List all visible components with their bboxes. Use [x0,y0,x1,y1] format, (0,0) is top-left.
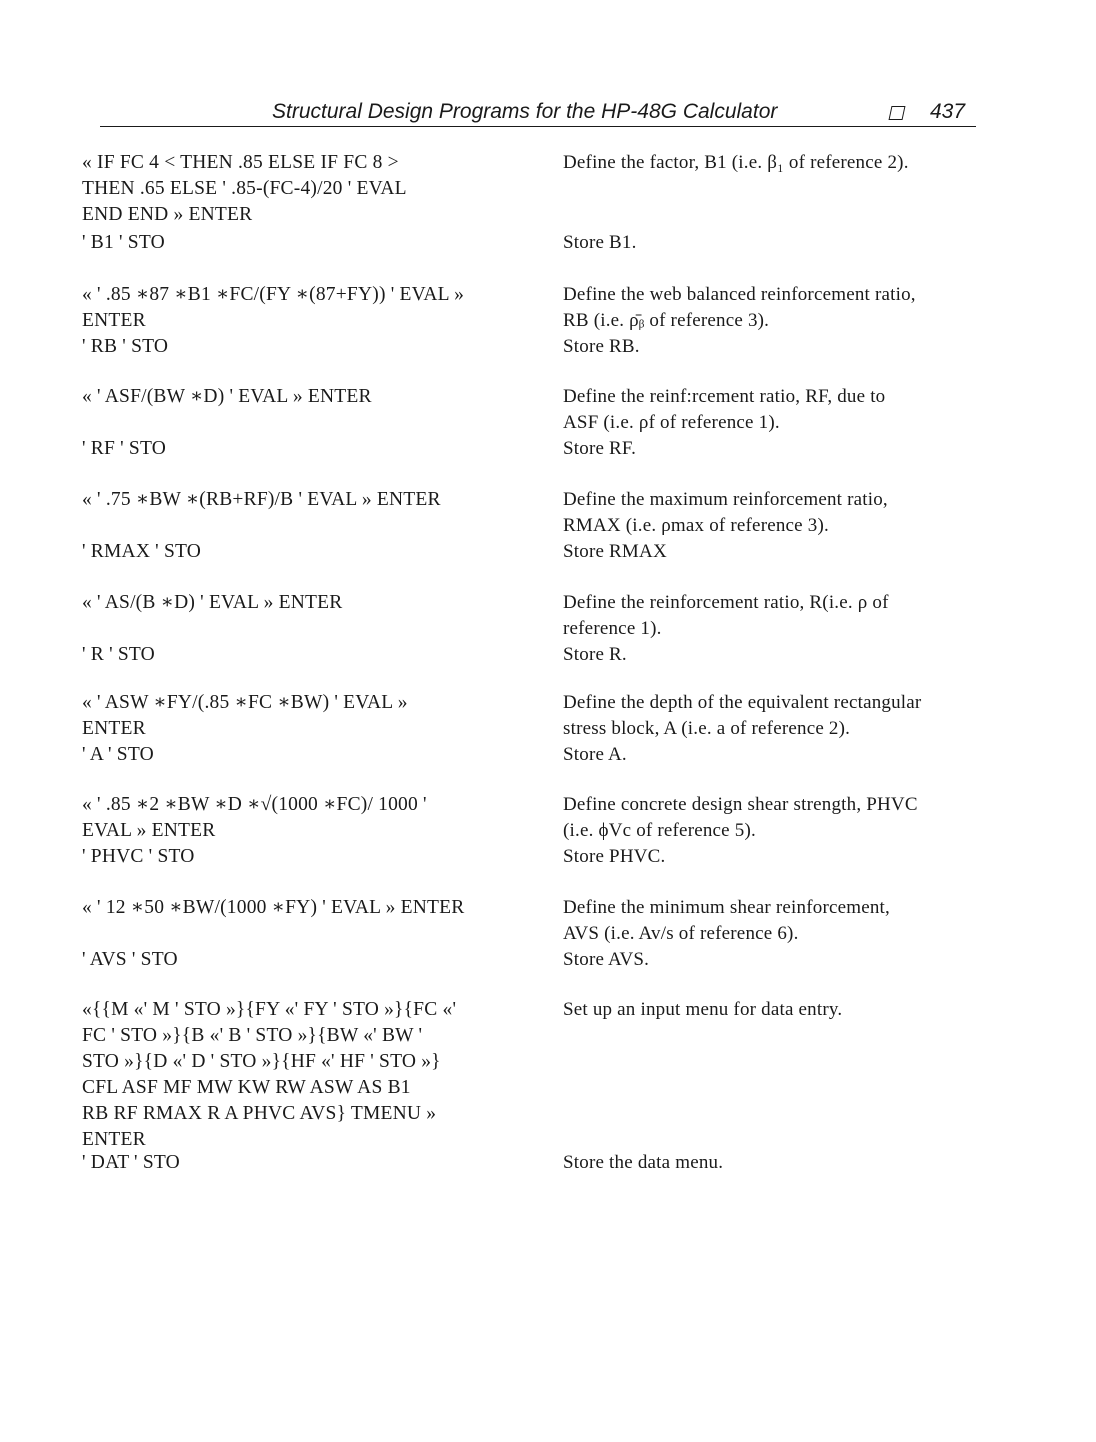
description-line: Store A. [563,744,627,765]
description-line: Store PHVC. [563,846,666,867]
command-line: ' AVS ' STO [82,949,178,970]
description-text [563,590,1003,668]
command-text [82,150,532,228]
description-line: Store RB. [563,336,640,357]
description-line: Define the depth of the equivalent rectangular [563,692,922,713]
command-line: « ' .85 ∗87 ∗B1 ∗FC/(FY ∗(87+FY)) ' EVAL » [82,284,465,305]
command-line: ENTER [82,1129,146,1150]
description-line: RMAX (i.e. ρmax of reference 3). [563,515,829,536]
description-text [563,997,1003,1023]
description-line: Define the web balanced reinforcement ratio, [563,284,916,305]
command-text [82,1150,532,1176]
description-text [563,384,1003,462]
description-text [563,487,1003,565]
command-line: « ' ASW ∗FY/(.85 ∗FC ∗BW) ' EVAL » [82,692,408,713]
command-line: « ' .85 ∗2 ∗BW ∗D ∗√(1000 ∗FC)/ 1000 ' [82,794,427,815]
command-line [82,410,532,436]
description-line: Store RMAX [563,541,667,562]
description-text [563,150,1003,176]
command-line: ENTER [82,718,146,739]
command-line: « ' .75 ∗BW ∗(RB+RF)/B ' EVAL » ENTER [82,489,441,510]
running-title: Structural Design Programs for the HP-48G Calculator [272,100,778,123]
description-line: Store B1. [563,232,637,253]
description-line: Store the data menu. [563,1152,724,1173]
command-line: « IF FC 4 < THEN .85 ELSE IF FC 8 > [82,152,399,173]
command-line: ' PHVC ' STO [82,846,195,867]
description-text [563,792,1003,870]
command-line: ' B1 ' STO [82,232,165,253]
description-line: RB (i.e. ρ̄ᵦ of reference 3). [563,310,770,331]
command-line: THEN .65 ELSE ' .85-(FC-4)/20 ' EVAL [82,178,407,199]
command-line: STO »}{D «' D ' STO »}{HF «' HF ' STO »} [82,1051,441,1072]
command-line: « ' 12 ∗50 ∗BW/(1000 ∗FY) ' EVAL » ENTER [82,897,465,918]
box-icon [889,106,906,120]
command-text [82,690,532,768]
description-line: Define the reinf:rcement ratio, RF, due to [563,386,886,407]
page-number: 437 [930,100,966,123]
command-line: ENTER [82,310,146,331]
command-text [82,487,532,565]
command-line: RB RF RMAX R A PHVC AVS} TMENU » [82,1103,437,1124]
command-line: END END » ENTER [82,204,253,225]
description-line: AVS (i.e. Av/s of reference 6). [563,923,799,944]
command-line: ' RF ' STO [82,438,166,459]
description-line: Define the factor, B1 (i.e. β₁ of reference 2). [563,152,909,173]
description-text [563,690,1003,768]
command-line [82,921,532,947]
command-line: CFL ASF MF MW KW RW ASW AS B1 [82,1077,411,1098]
command-text [82,384,532,462]
command-line: FC ' STO »}{B «' B ' STO »}{BW «' BW ' [82,1025,423,1046]
description-line: stress block, A (i.e. a of reference 2). [563,718,851,739]
command-line: « ' ASF/(BW ∗D) ' EVAL » ENTER [82,386,372,407]
description-line: Define the reinforcement ratio, R(i.e. ρ of [563,592,889,613]
command-text [82,282,532,360]
command-text [82,590,532,668]
description-line: Define the maximum reinforcement ratio, [563,489,888,510]
description-text [563,282,1003,360]
description-line: Set up an input menu for data entry. [563,999,843,1020]
command-line: ' DAT ' STO [82,1152,180,1173]
description-line: Store RF. [563,438,637,459]
description-line: ASF (i.e. ρf of reference 1). [563,412,780,433]
header-rule [100,126,976,127]
command-line: EVAL » ENTER [82,820,216,841]
page-header [100,96,978,130]
description-line: (i.e. ϕVc of reference 5). [563,820,756,841]
description-text [563,895,1003,973]
command-line: «{{M «' M ' STO »}{FY «' FY ' STO »}{FC «' [82,999,457,1020]
description-text [563,230,1003,256]
command-text [82,792,532,870]
description-line: Define the minimum shear reinforcement, [563,897,890,918]
command-line: ' RB ' STO [82,336,169,357]
command-line [82,513,532,539]
command-text [82,895,532,973]
command-text [82,997,532,1153]
description-line: Store AVS. [563,949,650,970]
command-line [82,616,532,642]
command-line: ' A ' STO [82,744,154,765]
command-text [82,230,532,256]
command-line: « ' AS/(B ∗D) ' EVAL » ENTER [82,592,343,613]
description-line: Define concrete design shear strength, PHVC [563,794,918,815]
command-line: ' RMAX ' STO [82,541,202,562]
description-text [563,1150,1003,1176]
command-line: ' R ' STO [82,644,155,665]
description-line: reference 1). [563,618,662,639]
description-line: Store R. [563,644,627,665]
